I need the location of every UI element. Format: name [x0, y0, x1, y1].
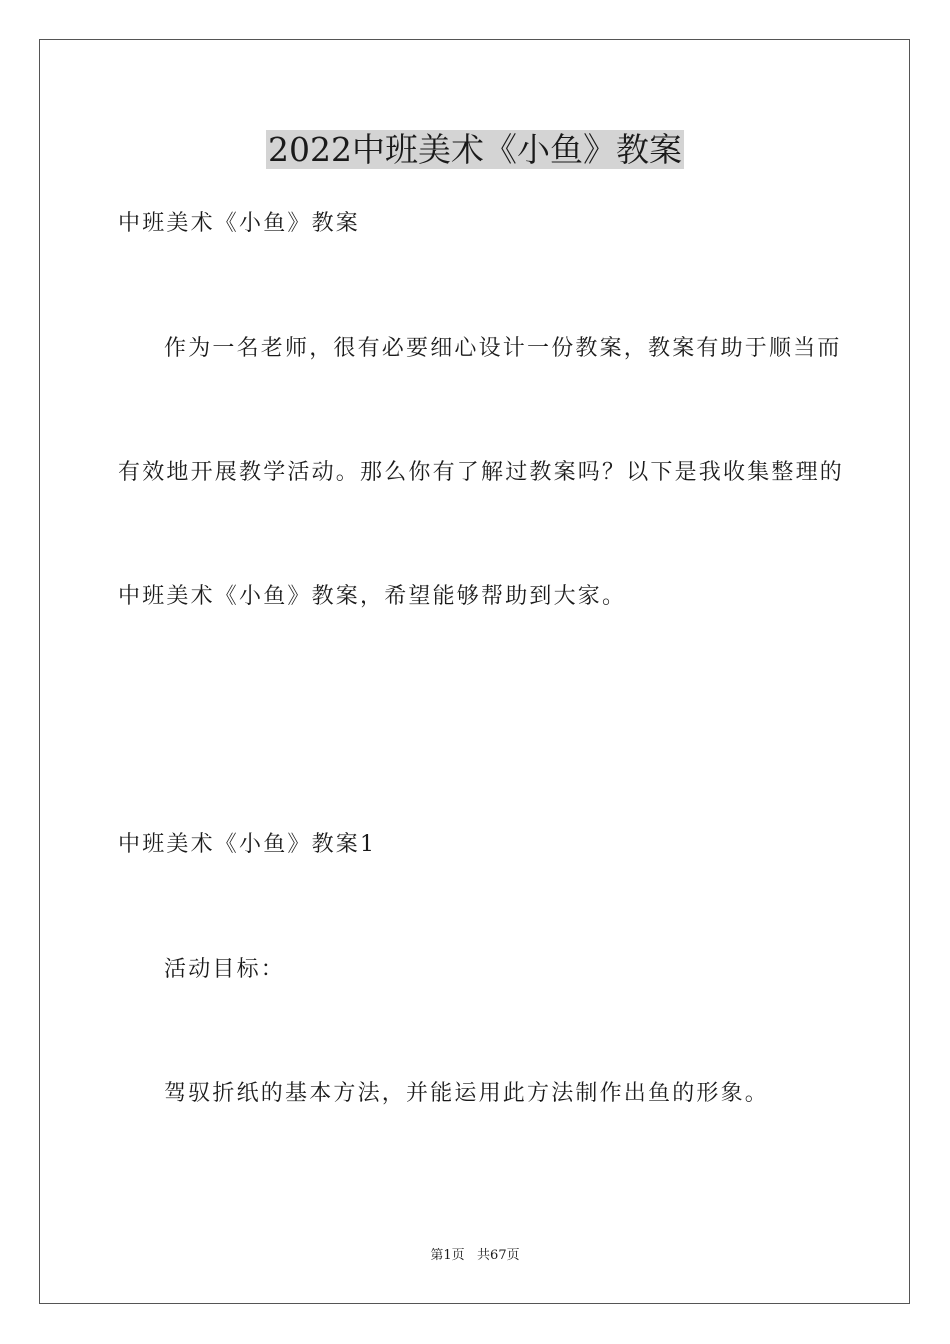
section-heading: 中班美术《小鱼》教案1 [118, 832, 377, 857]
intro-line-3: 中班美术《小鱼》教案，希望能够帮助到大家。 [118, 584, 627, 609]
subtitle: 中班美术《小鱼》教案 [118, 211, 361, 236]
goal-label: 活动目标： [164, 957, 286, 982]
intro-line-2: 有效地开展教学活动。那么你有了解过教案吗？以下是我收集整理的 [118, 460, 845, 485]
page-footer: 第1页 共67页 [430, 1248, 520, 1263]
goal-text: 驾驭折纸的基本方法，并能运用此方法制作出鱼的形象。 [164, 1081, 770, 1106]
document-title-text: 2022中班美术《小鱼》教案 [268, 130, 682, 169]
document-title [0, 126, 950, 174]
intro-line-1: 作为一名老师，很有必要细心设计一份教案，教案有助于顺当而 [164, 336, 842, 361]
